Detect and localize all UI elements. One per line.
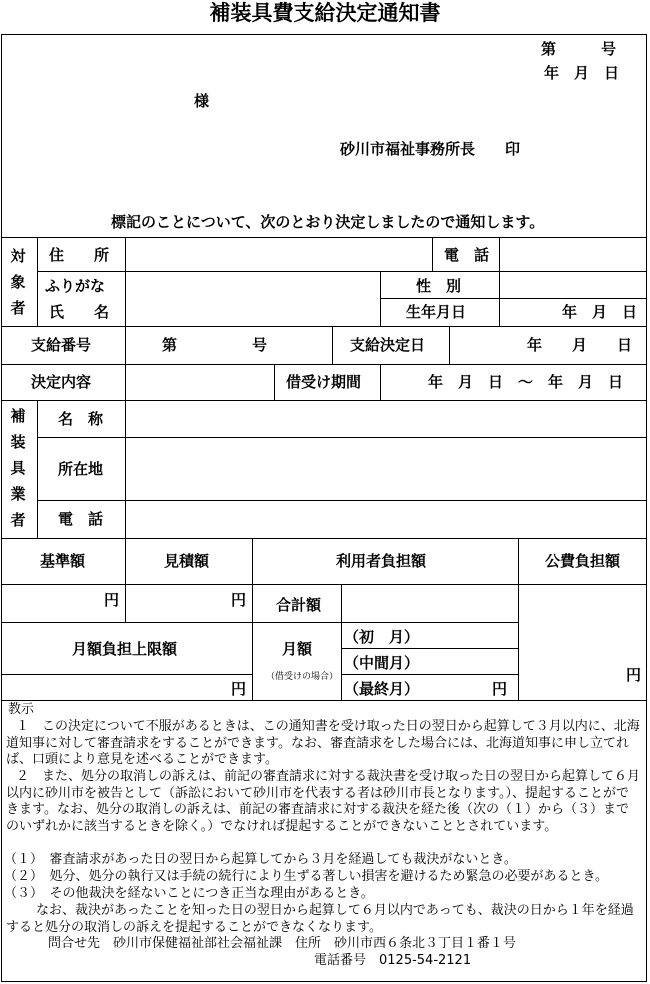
divider <box>125 237 126 326</box>
notice-heading: 教示 <box>8 702 35 717</box>
divider <box>125 326 126 400</box>
divider <box>37 400 38 538</box>
issuer: 砂川市福祉事務所長 印 <box>340 140 521 158</box>
phone-label: 電 話 <box>444 246 490 264</box>
divider <box>380 298 647 299</box>
contact-info: 問合せ先 砂川市保健福祉部社会福祉課 住所 砂川市西６条北３丁目１番１号 <box>48 936 517 951</box>
divider <box>380 271 381 326</box>
standard-amount-label: 基準額 <box>40 552 86 570</box>
total-label: 合計額 <box>276 596 322 614</box>
divider <box>341 648 519 649</box>
divider <box>1 584 647 585</box>
subject-side-label: 対象者 <box>10 247 26 317</box>
divider <box>1 622 519 623</box>
document-date: 年 月 日 <box>544 64 620 82</box>
monthly-label: 月額 <box>282 640 313 658</box>
monthly-cap-yen: 円 <box>231 680 247 698</box>
loan-period-value: 年 月 日 ～ 年 月 日 <box>428 373 624 391</box>
divider <box>1 674 252 675</box>
payment-no-label: 支給番号 <box>31 336 92 354</box>
user-burden-label: 利用者負担額 <box>336 552 427 570</box>
divider <box>125 538 126 622</box>
decision-date-value: 年 月 日 <box>527 336 633 354</box>
divider <box>1 326 647 327</box>
middle-month-label: （中間月） <box>344 654 420 672</box>
divider <box>518 538 519 700</box>
gender-label: 性 別 <box>416 277 462 295</box>
document-title: 補装具費支給決定通知書 <box>209 1 441 25</box>
divider <box>332 326 333 364</box>
vendor-side-label: 補装具業者 <box>10 407 26 529</box>
notice-paragraph-2: ２ また、処分の取消しの訴えは、前記の審査請求に対する裁決書を受け取った日の翌日から起算して６月以内に砂川市を被告として（訴訟において砂川市を代表する者は砂川市長となります。）、提起することができます。なお、処分の取消しの訴えは、前記の審査請求に対する裁決を経た後（次の（１）から（３）までのいずれかに該当するときを除く。）でなければ提起することができないこととされています。 <box>6 769 641 834</box>
address-label: 住 所 <box>49 246 110 264</box>
decision-content-label: 決定内容 <box>31 373 92 391</box>
divider <box>37 500 647 501</box>
notice-paragraph-3: なお、裁決があったことを知った日の翌日から起算して６月以内であっても、裁決の日から１年を経過すると処分の取消しの訴えを提起することができなくなります。 <box>6 903 634 935</box>
divider <box>499 237 500 326</box>
divider <box>341 584 342 700</box>
divider <box>1 400 647 401</box>
divider <box>37 437 647 438</box>
last-month-label: （最終月） <box>344 680 420 698</box>
notice-item-3: （３） その他裁決を経ないことにつき正当な理由があるとき。 <box>4 886 374 901</box>
furigana-label: ふりがな <box>45 277 106 295</box>
divider <box>1 237 647 238</box>
divider <box>252 538 253 700</box>
monthly-cap-label: 月額負担上限額 <box>72 640 178 658</box>
intro-text: 標記のことについて、次のとおり決定しましたので通知します。 <box>111 213 545 231</box>
document-number: 第 号 <box>541 40 617 58</box>
divider <box>125 400 126 538</box>
divider <box>449 326 450 364</box>
vendor-name-label: 名 称 <box>58 410 104 428</box>
public-burden-label: 公費負担額 <box>545 552 621 570</box>
payment-no-value: 第 号 <box>162 336 268 354</box>
divider <box>1 538 647 539</box>
monthly-note: （借受けの場合） <box>266 672 339 682</box>
vendor-location-label: 所在地 <box>58 460 104 478</box>
divider <box>432 237 433 271</box>
divider <box>380 364 381 400</box>
notice-item-1: （１） 審査請求があった日の翌日から起算してから３月を経過しても裁決がないとき。 <box>4 852 517 867</box>
public-burden-yen: 円 <box>626 666 642 684</box>
birth-label: 生年月日 <box>406 303 467 321</box>
standard-yen: 円 <box>104 591 120 609</box>
first-month-label: （初 月） <box>344 628 420 646</box>
divider <box>37 271 647 272</box>
birth-value: 年 月 日 <box>562 303 638 321</box>
divider <box>274 364 275 400</box>
last-month-yen: 円 <box>492 680 508 698</box>
divider <box>341 674 519 675</box>
loan-period-label: 借受け期間 <box>286 373 362 391</box>
form-frame <box>1 34 647 982</box>
divider <box>37 237 38 326</box>
name-label: 氏 名 <box>49 303 110 321</box>
decision-date-label: 支給決定日 <box>350 336 426 354</box>
notice-item-2: （２） 処分、処分の執行又は手続の続行により生ずる著しい損害を避けるため緊急の必要があるとき。 <box>4 869 608 884</box>
estimate-yen: 円 <box>231 591 247 609</box>
estimate-amount-label: 見積額 <box>164 552 210 570</box>
contact-phone: 電話番号 0125-54-2121 <box>314 953 472 968</box>
divider <box>1 364 647 365</box>
recipient-suffix: 様 <box>194 92 210 110</box>
notice-paragraph-1: １ この決定について不服があるときは、この通知書を受け取った日の翌日から起算して３月以内に、北海道知事に対して審査請求をすることができます。なお、審査請求をした場合には、北海道知事に申し立てれば、口頭により意見を述べることができます。 <box>6 719 640 767</box>
divider <box>1 700 647 701</box>
vendor-phone-label: 電 話 <box>58 510 104 528</box>
